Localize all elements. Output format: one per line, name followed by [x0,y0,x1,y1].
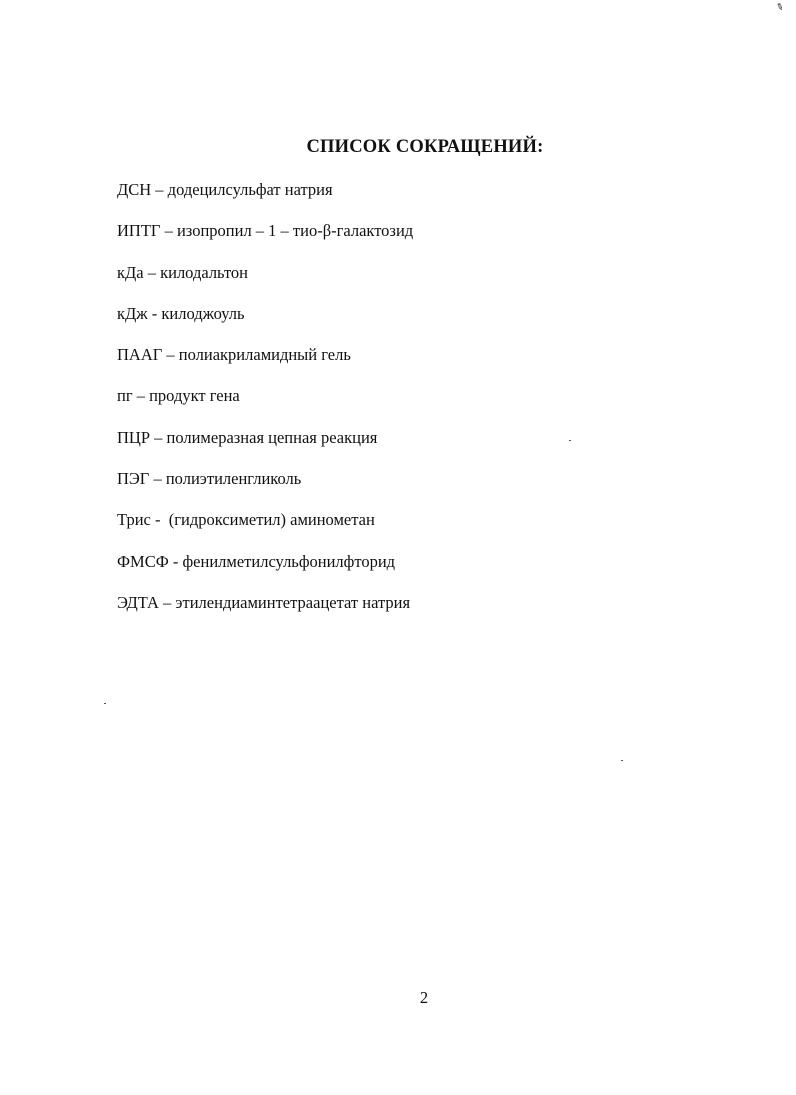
abbreviation-item: пг – продукт гена [117,386,240,406]
abbreviation-item: ЭДТА – этилендиаминтетраацетат натрия [117,592,411,612]
abbreviation-item: ПЭГ – полиэтиленгликоль [117,469,302,489]
page-title: СПИСОК СОКРАЩЕНИЙ: [306,137,544,157]
abbreviation-item: ПААГ – полиакриламидный гель [117,345,351,365]
abbreviation-item: кДа – килодальтон [117,262,249,282]
corner-scan-mark-icon: ✎ [775,1,786,14]
abbreviation-item: ДСН – додецилсульфат натрия [117,180,333,199]
scan-speck [104,703,106,704]
page-number: 2 [419,988,429,1007]
abbreviation-item: ФМСФ - фенилметилсульфонилфторид [117,551,396,571]
abbreviation-item: ПЦР – полимеразная цепная реакция [117,427,378,447]
abbreviation-item: кДж - килоджоуль [117,303,245,323]
abbreviation-item: Трис - (гидроксиметил) аминометан [117,510,375,530]
scan-speck [569,440,571,441]
abbreviation-item: ИПТГ – изопропил – 1 – тио-β-галактозид [117,221,414,241]
abbreviation-list [117,178,413,632]
scan-speck [621,760,623,761]
